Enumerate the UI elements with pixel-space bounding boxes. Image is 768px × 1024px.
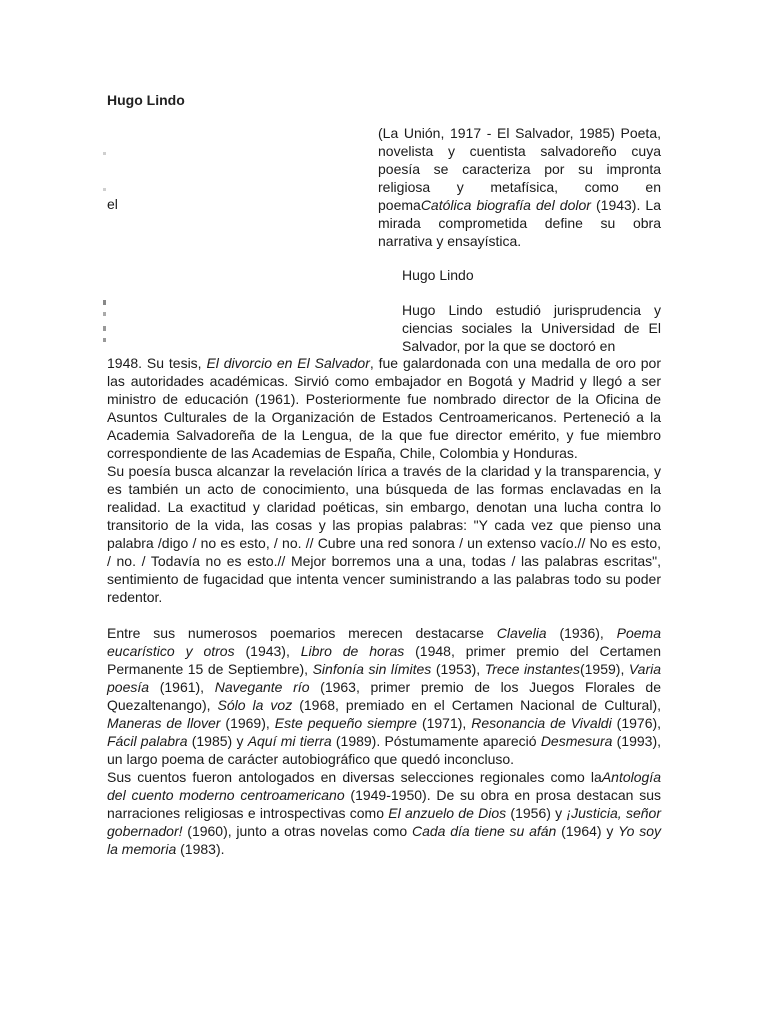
intro-lead: (La Unión, 1917 - El Salvador, 1985) Poeta, novelista y cuentista salvadoreño cuya poesía se caracteriza por su impronta religiosa y metafísica, como en poema [378, 125, 661, 213]
text-run: (1943), [234, 643, 301, 659]
work-title: Clavelia [496, 625, 547, 641]
text-run: (1953), [431, 661, 485, 677]
text-run: (1936), [546, 625, 617, 641]
work-title: Sinfonía sin límites [312, 661, 432, 677]
text-run: (1948, primer premio del Certamen Permanente 15 de Septiembre), [107, 643, 661, 677]
image-placeholder-mark [103, 326, 106, 331]
text-run: (1993), un largo poema de carácter autobiográfico que quedó inconcluso. [107, 733, 662, 767]
work-title: Este pequeño siempre [274, 715, 417, 731]
image-placeholder-mark [103, 312, 106, 316]
image-placeholder-mark [103, 300, 106, 305]
work-title: Libro de horas [300, 643, 405, 659]
image-caption: Hugo Lindo [402, 267, 474, 283]
text-run: (1985) y [187, 733, 248, 749]
page-title: Hugo Lindo [107, 92, 185, 108]
text-run: (1956) y [506, 805, 567, 821]
text-run: (1959), [579, 661, 629, 677]
body-text [107, 354, 661, 858]
image-placeholder-mark [103, 188, 106, 191]
education-text-top: Hugo Lindo estudió jurisprudencia y ciencias sociales la Universidad de El Salvador, por la que se doctoró en [402, 302, 661, 354]
work-title: Trece instantes [484, 661, 580, 677]
text-run: (1964) y [556, 823, 619, 839]
intro-tail: (1943). La mirada comprometida define su obra narrativa y ensayística. [378, 197, 662, 249]
work-title: El anzuelo de Dios [388, 805, 507, 821]
work-title: Resonancia de Vivaldi [471, 715, 612, 731]
work-title: Varia poesía [107, 661, 662, 695]
image-placeholder-mark [103, 152, 106, 155]
image-placeholder-mark [103, 338, 106, 342]
education-paragraph-top [402, 301, 661, 355]
text-run: Sus cuentos fueron antologados en diversas selecciones regionales como la [107, 769, 602, 785]
text-run: (1968, premiado en el Certamen Nacional de Cultural), [292, 697, 662, 713]
work-title: Yo soy la memoria [107, 823, 662, 857]
education-text-tail: , fue galardonada con una medalla de oro por las autoridades académicas. Sirvió como embajador en Bogotá y Madrid y llegó a ser ministro de educación (1961). Posteriormente fue nombrado director de la Oficina de Asuntos Culturales de la Organización de Estados Centroamericanos. Perteneció a la Academia Salvadoreña de la Lengua, de la que fue director emérito, y fue miembro correspondiente de las Academias de España, Chile, Colombia y Honduras. [107, 355, 661, 461]
education-paragraph [107, 354, 661, 462]
education-text-continued: 1948. Su tesis, [107, 355, 207, 371]
poetry-books-paragraph [107, 624, 661, 768]
work-title: Aquí mi tierra [247, 733, 332, 749]
work-title: ¡Justicia, señor gobernador! [107, 805, 661, 839]
intro-paragraph [378, 124, 661, 250]
text-run: (1976), [611, 715, 662, 731]
text-run: (1989). Póstumamente apareció [331, 733, 541, 749]
thesis-title: El divorcio en El Salvador [206, 355, 370, 371]
text-run: Entre sus numerosos poemarios merecen destacarse [107, 625, 497, 641]
work-title: Cada día tiene su afán [411, 823, 557, 839]
text-run: (1983). [176, 841, 225, 857]
work-title: Antología del cuento moderno centroamericano [107, 769, 661, 803]
stories-paragraph [107, 768, 661, 858]
text-run: (1969), [220, 715, 275, 731]
text-run: (1960), junto a otras novelas como [182, 823, 412, 839]
poetry-paragraph: Su poesía busca alcanzar la revelación lírica a través de la claridad y la transparencia, y es también un acto de conocimiento, una búsqueda de las formas enclavadas en la realidad. La exactitud y claridad poéticas, sin embargo, denotan una lucha contra lo transitorio de la vida, las cosas y las propias palabras: "Y cada vez que pienso una palabra /digo / no es esto, / no. // Cubre una red sonora / un extenso vacío.// No es esto, / no. / Todavía no es esto.// Mejor borremos una a una, todas / las palabras escritas", sentimiento de fugacidad que intenta vencer suministrando a las palabras todo su poder redentor. [107, 463, 661, 605]
intro-left-word: el [107, 196, 118, 212]
intro-work-title: Católica biografía del dolor [420, 197, 591, 213]
work-title: Navegante río [214, 679, 310, 695]
work-title: Maneras de llover [107, 715, 221, 731]
work-title: Desmesura [540, 733, 613, 749]
text-run: (1961), [149, 679, 215, 695]
work-title: Poema eucarístico y otros [107, 625, 661, 659]
text-run: (1963, primer premio de los Juegos Florales de Quezaltenango), [107, 679, 661, 713]
work-title: Sólo la voz [217, 697, 293, 713]
text-run: (1971), [416, 715, 472, 731]
work-title: Fácil palabra [107, 733, 188, 749]
text-run: (1949-1950). De su obra en prosa destacan sus narraciones religiosas e introspectivas como [107, 787, 662, 821]
